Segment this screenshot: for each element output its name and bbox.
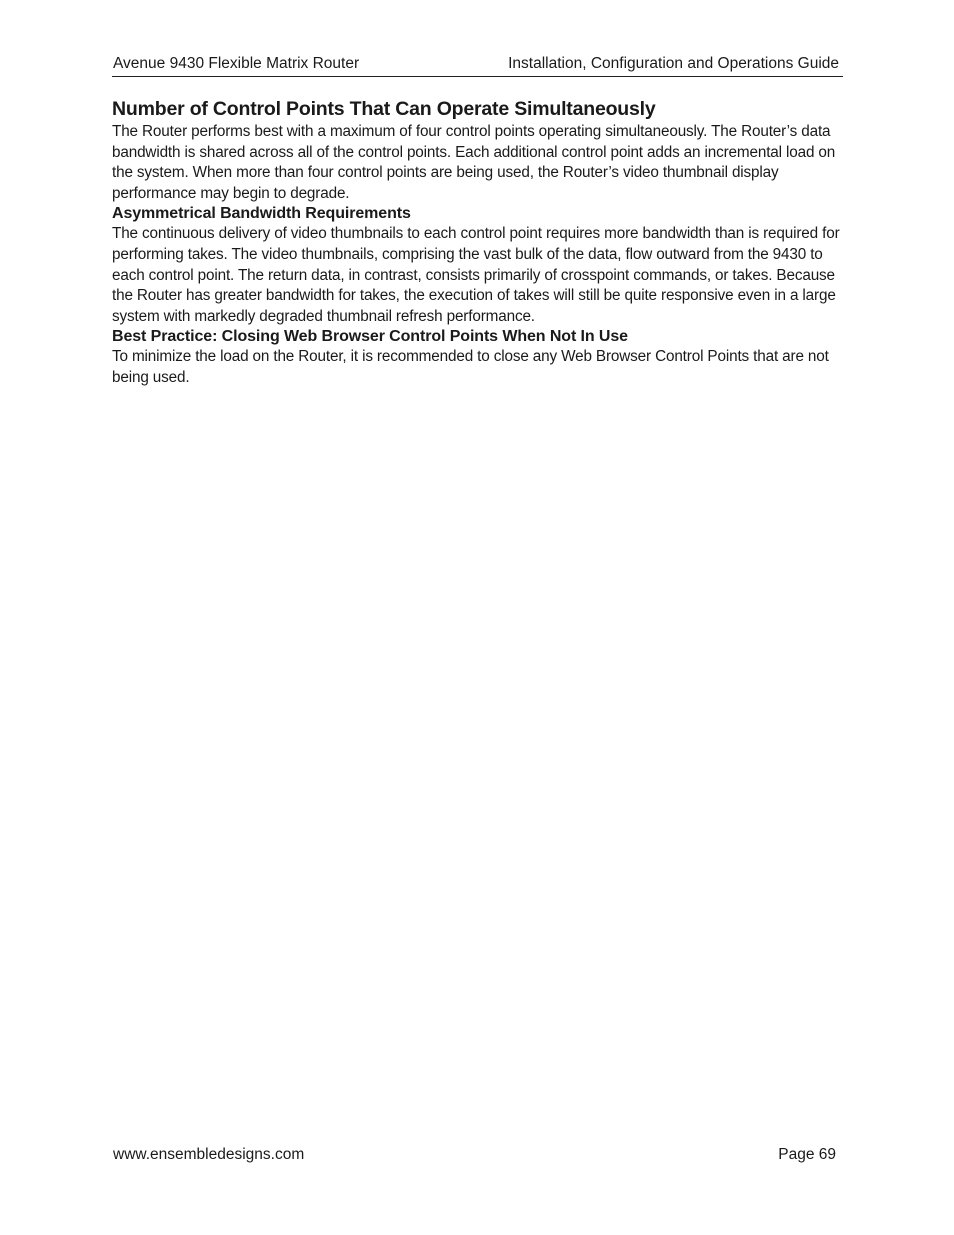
- paragraph-asymmetrical-bandwidth: The continuous delivery of video thumbnails to each control point requires more bandwidth than is required for performing takes. The video thumbnails, comprising the vast bulk of the data, flow outward from the 9430 to each control point. The return data, in contrast, consists primarily of crosspoint commands, or takes. Because the Router has greater bandwidth for takes, the execution of takes will still be quite responsive even in a large system with markedly degraded thumbnail refresh performance.: [112, 225, 840, 325]
- document-title: Avenue 9430 Flexible Matrix Router: [113, 55, 360, 72]
- footer-page-number: Page 69: [778, 1146, 836, 1163]
- footer-website: www.ensembledesigns.com: [113, 1146, 305, 1163]
- section-heading-control-points: Number of Control Points That Can Operate Simultaneously: [112, 98, 656, 120]
- page-header: [112, 54, 843, 77]
- paragraph-control-points: The Router performs best with a maximum of four control points operating simultaneously. The Router’s data bandwidth is shared across all of the control points. Each additional control point adds an incremental load on the system. When more than four control points are being used, the Router’s video thumbnail display performance may begin to degrade.: [112, 123, 836, 202]
- guide-title: Installation, Configuration and Operations Guide: [508, 55, 839, 72]
- subheading-best-practice: Best Practice: Closing Web Browser Control Points When Not In Use: [112, 328, 628, 346]
- subheading-asymmetrical-bandwidth: Asymmetrical Bandwidth Requirements: [112, 205, 411, 223]
- page-content: [112, 96, 842, 389]
- paragraph-best-practice: To minimize the load on the Router, it is recommended to close any Web Browser Control Points that are not being used.: [112, 348, 829, 386]
